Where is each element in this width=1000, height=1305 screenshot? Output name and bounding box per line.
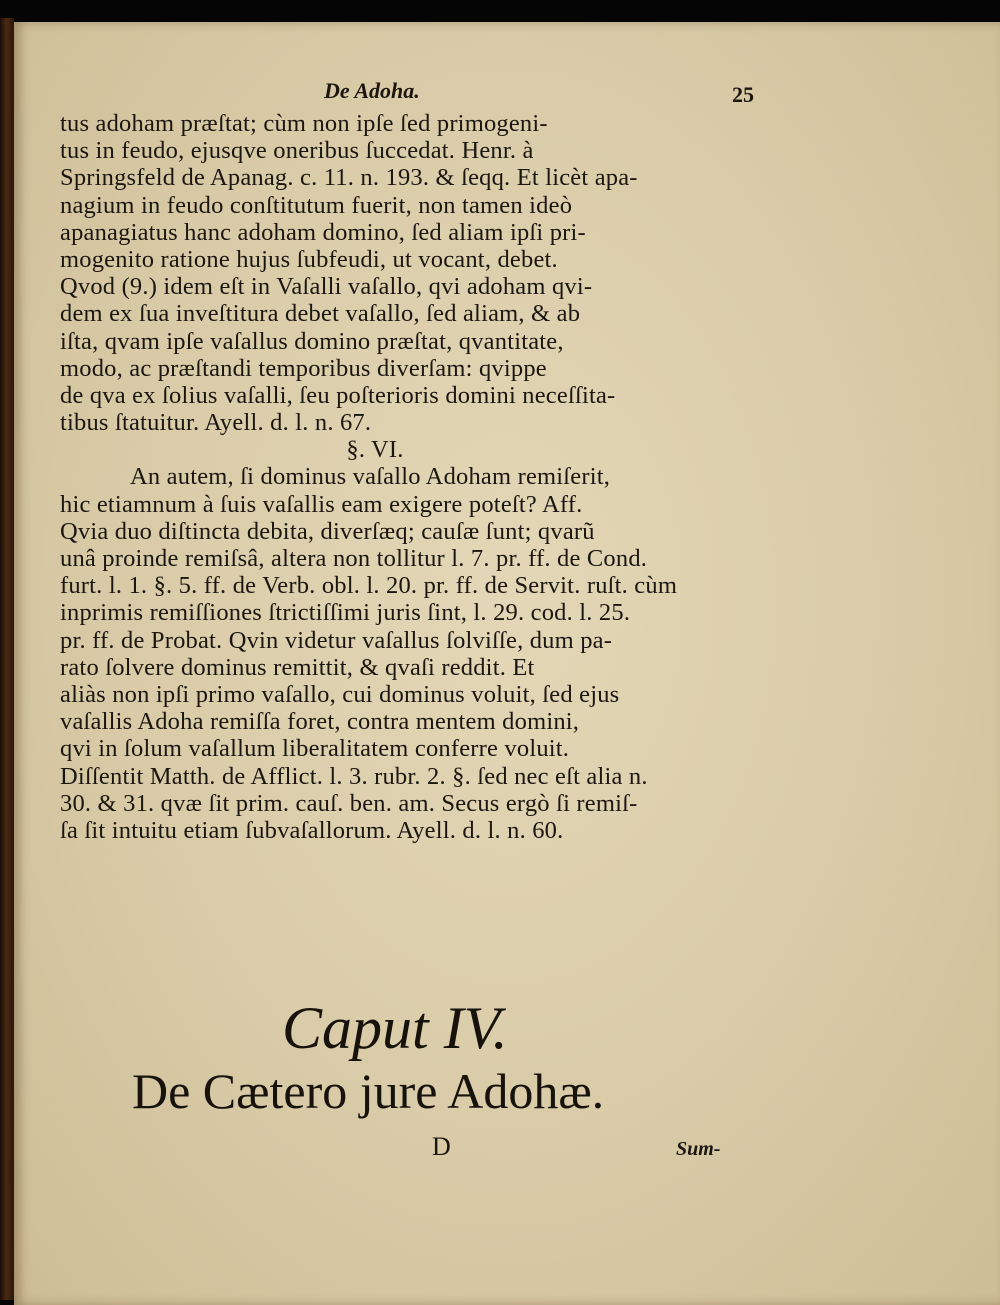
text-line: dem ex ſua inveſtitura debet vaſallo, ſed aliam, & ab (60, 300, 581, 328)
signature-mark: D (432, 1132, 451, 1161)
text-line: pr. ff. de Probat. Qvin videtur vaſallus ſolviſſe, dum pa- (60, 626, 613, 654)
body-text (60, 110, 760, 844)
text-line: apanagiatus hanc adoham domino, ſed aliam ipſi pri- (60, 218, 586, 246)
text-line: iſta, qvam ipſe vaſallus domino præſtat, qvantitate, (60, 327, 564, 355)
catchword: Sum- (676, 1138, 721, 1160)
text-line: Qvia duo diſtincta debita, diverſæq; cauſæ ſunt; qvarũ (60, 517, 595, 545)
book-page (14, 22, 1000, 1305)
text-line: modo, ac præſtandi temporibus diverſam: qvippe (60, 354, 547, 382)
text-line: 30. & 31. qvæ ſit prim. cauſ. ben. am. Secus ergò ſi remiſ- (60, 789, 638, 817)
text-line: tus adoham præſtat; cùm non ipſe ſed primogeni- (60, 110, 548, 137)
text-line: inprimis remiſſiones ſtrictiſſimi juris ſint, l. 29. cod. l. 25. (60, 599, 631, 627)
text-line: tibus ſtatuitur. Ayell. d. l. n. 67. (60, 409, 372, 437)
text-line: hic etiamnum à ſuis vaſallis eam exigere poteſt? Aff. (60, 490, 583, 518)
text-line: vaſallis Adoha remiſſa foret, contra mentem domini, (60, 708, 580, 736)
text-line: Qvod (9.) idem eſt in Vaſalli vaſallo, qvi adoham qvi- (60, 273, 593, 301)
text-line: aliàs non ipſi primo vaſallo, cui dominus voluit, ſed ejus (60, 680, 620, 708)
section-heading: §. VI. (346, 436, 404, 464)
running-head: De Adoha. (324, 78, 420, 103)
text-line: qvi in ſolum vaſallum liberalitatem conferre voluit. (60, 735, 570, 763)
text-line: nagium in feudo conſtitutum fuerit, non tamen ideò (60, 191, 573, 219)
text-line: rato ſolvere dominus remittit, & qvaſi reddit. Et (60, 653, 535, 681)
page-number: 25 (732, 82, 754, 107)
text-line: Diſſentit Matth. de Afflict. l. 3. rubr. 2. §. ſed nec eſt alia n. (60, 762, 648, 790)
chapter-title: Caput IV. (282, 995, 508, 1061)
book-binding-edge (0, 18, 14, 1300)
text-line: Springsfeld de Apanag. c. 11. n. 193. & ſeqq. Et licèt apa- (60, 164, 638, 192)
text-line: mogenito ratione hujus ſubfeudi, ut vocant, debet. (60, 245, 558, 273)
chapter-subtitle: De Cætero jure Adohæ. (132, 1063, 605, 1119)
text-line: unâ proinde remiſsâ, altera non tollitur l. 7. pr. ff. de Cond. (60, 545, 648, 572)
text-line: An autem, ſi dominus vaſallo Adoham remiſerit, (130, 463, 611, 491)
text-line: tus in feudo, ejusqve oneribus ſuccedat. Henr. à (60, 137, 534, 165)
text-line: ſa ſit intuitu etiam ſubvaſallorum. Ayell. d. l. n. 60. (60, 816, 564, 844)
text-line: de qva ex ſolius vaſalli, ſeu poſterioris domini neceſſita- (60, 381, 616, 409)
text-line: furt. l. 1. §. 5. ff. de Verb. obl. l. 20. pr. ff. de Servit. ruſt. cùm (60, 572, 678, 600)
